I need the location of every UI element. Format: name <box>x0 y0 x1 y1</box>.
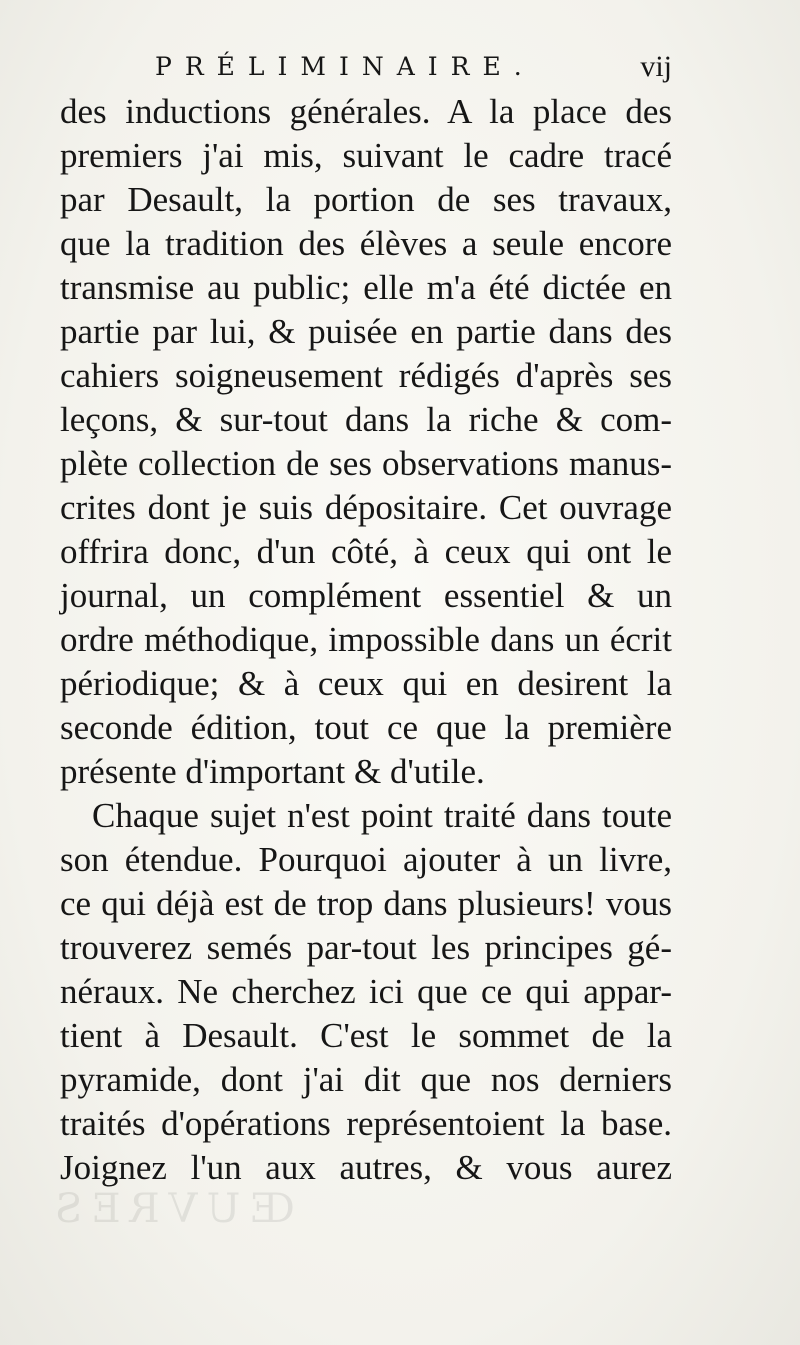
text-line: cahiers soigneusement rédigés d'après ses <box>60 356 672 395</box>
text-line: journal, un complément essentiel & un <box>60 576 672 615</box>
page-header <box>0 44 800 88</box>
page-number: vij <box>640 50 672 83</box>
running-head: PRÉLIMINAIRE. <box>155 52 535 81</box>
text-line: trouverez semés par-tout les principes gé- <box>60 928 672 967</box>
text-line: Chaque sujet n'est point traité dans toute <box>92 796 672 835</box>
text-line: Joignez l'un aux autres, & vous aurez <box>60 1148 672 1187</box>
text-line: partie par lui, & puisée en partie dans des <box>60 312 672 351</box>
text-line: seconde édition, tout ce que la première <box>60 708 672 747</box>
text-line: plète collection de ses observations manus- <box>60 444 672 483</box>
text-line: ce qui déjà est de trop dans plusieurs! vous <box>60 884 672 923</box>
text-line: leçons, & sur-tout dans la riche & com- <box>60 400 672 439</box>
text-line: transmise au public; elle m'a été dictée en <box>60 268 672 307</box>
text-line: présente d'important & d'utile. <box>60 752 485 791</box>
text-line: néraux. Ne cherchez ici que ce qui appar- <box>60 972 672 1011</box>
paragraph-1 <box>60 90 672 794</box>
show-through-catchword: ŒUVRES <box>46 1186 295 1232</box>
text-line: premiers j'ai mis, suivant le cadre tracé <box>60 136 672 175</box>
text-line: ordre méthodique, impossible dans un écrit <box>60 620 672 659</box>
text-line: que la tradition des élèves a seule encore <box>60 224 672 263</box>
body-text <box>60 90 672 1190</box>
text-line: crites dont je suis dépositaire. Cet ouvrage <box>60 488 672 527</box>
paragraph-2 <box>60 794 672 1190</box>
text-line: périodique; & à ceux qui en desirent la <box>60 664 672 703</box>
text-line: des inductions générales. A la place des <box>60 92 672 131</box>
text-line: par Desault, la portion de ses travaux, <box>60 180 672 219</box>
text-line: traités d'opérations représentoient la base. <box>60 1104 672 1143</box>
text-line: offrira donc, d'un côté, à ceux qui ont le <box>60 532 672 571</box>
text-line: pyramide, dont j'ai dit que nos derniers <box>60 1060 672 1099</box>
text-line: tient à Desault. C'est le sommet de la <box>60 1016 672 1055</box>
text-line: son étendue. Pourquoi ajouter à un livre, <box>60 840 672 879</box>
